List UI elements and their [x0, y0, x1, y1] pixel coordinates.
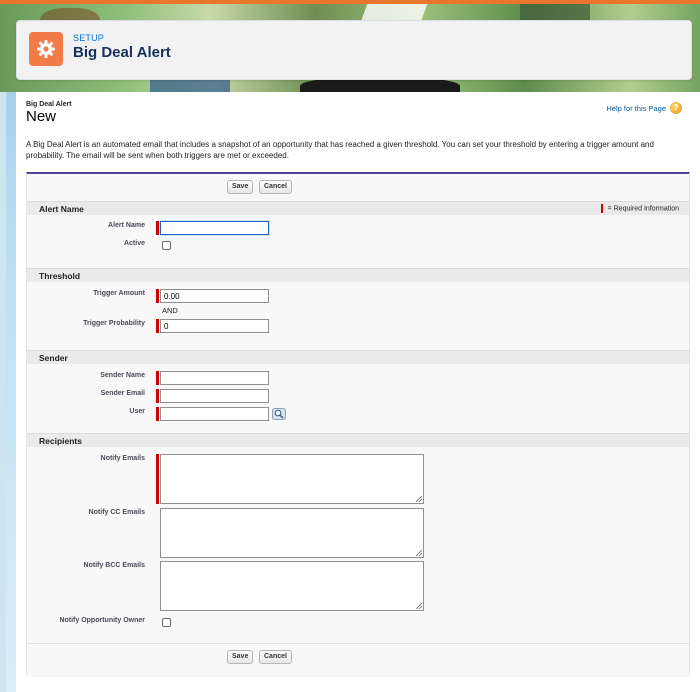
notify-cc-emails-label: Notify CC Emails [88, 509, 145, 516]
required-indicator [156, 289, 159, 303]
section-title: Recipients [39, 436, 82, 446]
alert-name-input[interactable] [160, 221, 269, 235]
page-description: A Big Deal Alert is an automated email that includes a snapshot of an opportunity that has reached a given threshold. You can set your threshold by entering a trigger amount and probability. The email will be sent when both triggers are met or exceeded. [26, 140, 654, 160]
cancel-button-bottom[interactable]: Cancel [259, 650, 292, 664]
section-sender [27, 350, 689, 364]
section-title: Alert Name [39, 204, 84, 214]
required-indicator [156, 407, 159, 421]
required-indicator [156, 389, 159, 403]
notify-bcc-emails-textarea[interactable] [160, 561, 424, 611]
required-indicator [156, 221, 159, 235]
section-title: Threshold [39, 271, 81, 281]
trigger-amount-label: Trigger Amount [93, 290, 145, 297]
resize-handle[interactable] [416, 496, 422, 502]
help-link[interactable]: Help for this Page [606, 104, 666, 113]
section-title: Sender [39, 353, 68, 363]
section-alert-name [27, 201, 689, 215]
notify-emails-label: Notify Emails [100, 455, 145, 462]
form-footer [27, 643, 689, 677]
help-icon[interactable]: ? [670, 102, 682, 114]
lookup-icon[interactable] [272, 408, 286, 420]
notify-bcc-emails-label: Notify BCC Emails [83, 562, 145, 569]
scenery-shape [150, 78, 230, 92]
required-indicator [156, 319, 159, 333]
required-indicator [156, 371, 159, 385]
cancel-button-top[interactable]: Cancel [259, 180, 292, 194]
notify-cc-emails-textarea[interactable] [160, 508, 424, 558]
edit-form [26, 172, 690, 677]
required-indicator [601, 204, 603, 213]
setup-label: SETUP [73, 33, 105, 43]
sender-email-input[interactable] [160, 389, 269, 403]
notify-opportunity-owner-label: Notify Opportunity Owner [59, 617, 145, 624]
alert-name-label: Alert Name [108, 222, 145, 229]
trigger-amount-input[interactable] [160, 289, 269, 303]
breadcrumb: Big Deal Alert [26, 101, 72, 108]
left-rail [0, 92, 6, 692]
resize-handle[interactable] [416, 550, 422, 556]
sender-email-label: Sender Email [100, 390, 145, 397]
gear-icon [29, 32, 63, 66]
user-input[interactable] [160, 407, 269, 421]
and-text: AND [162, 306, 178, 315]
main-content [16, 92, 700, 692]
section-threshold [27, 268, 689, 282]
notify-opportunity-owner-checkbox[interactable] [162, 618, 171, 627]
notify-emails-textarea[interactable] [160, 454, 424, 504]
save-button-bottom[interactable]: Save [227, 650, 253, 664]
required-indicator [156, 454, 159, 504]
header-title: Big Deal Alert [73, 44, 171, 61]
sender-name-label: Sender Name [100, 372, 145, 379]
resize-handle[interactable] [416, 603, 422, 609]
required-legend: = Required Information [601, 204, 679, 213]
page-header [16, 20, 692, 80]
save-button-top[interactable]: Save [227, 180, 253, 194]
trigger-probability-input[interactable] [160, 319, 269, 333]
user-label: User [129, 408, 145, 415]
top-accent-bar [0, 0, 700, 4]
sender-name-input[interactable] [160, 371, 269, 385]
active-label: Active [123, 240, 145, 247]
trigger-probability-label: Trigger Probability [83, 320, 145, 327]
active-checkbox[interactable] [162, 241, 171, 250]
page-title: New [26, 108, 57, 125]
section-recipients [27, 433, 689, 447]
